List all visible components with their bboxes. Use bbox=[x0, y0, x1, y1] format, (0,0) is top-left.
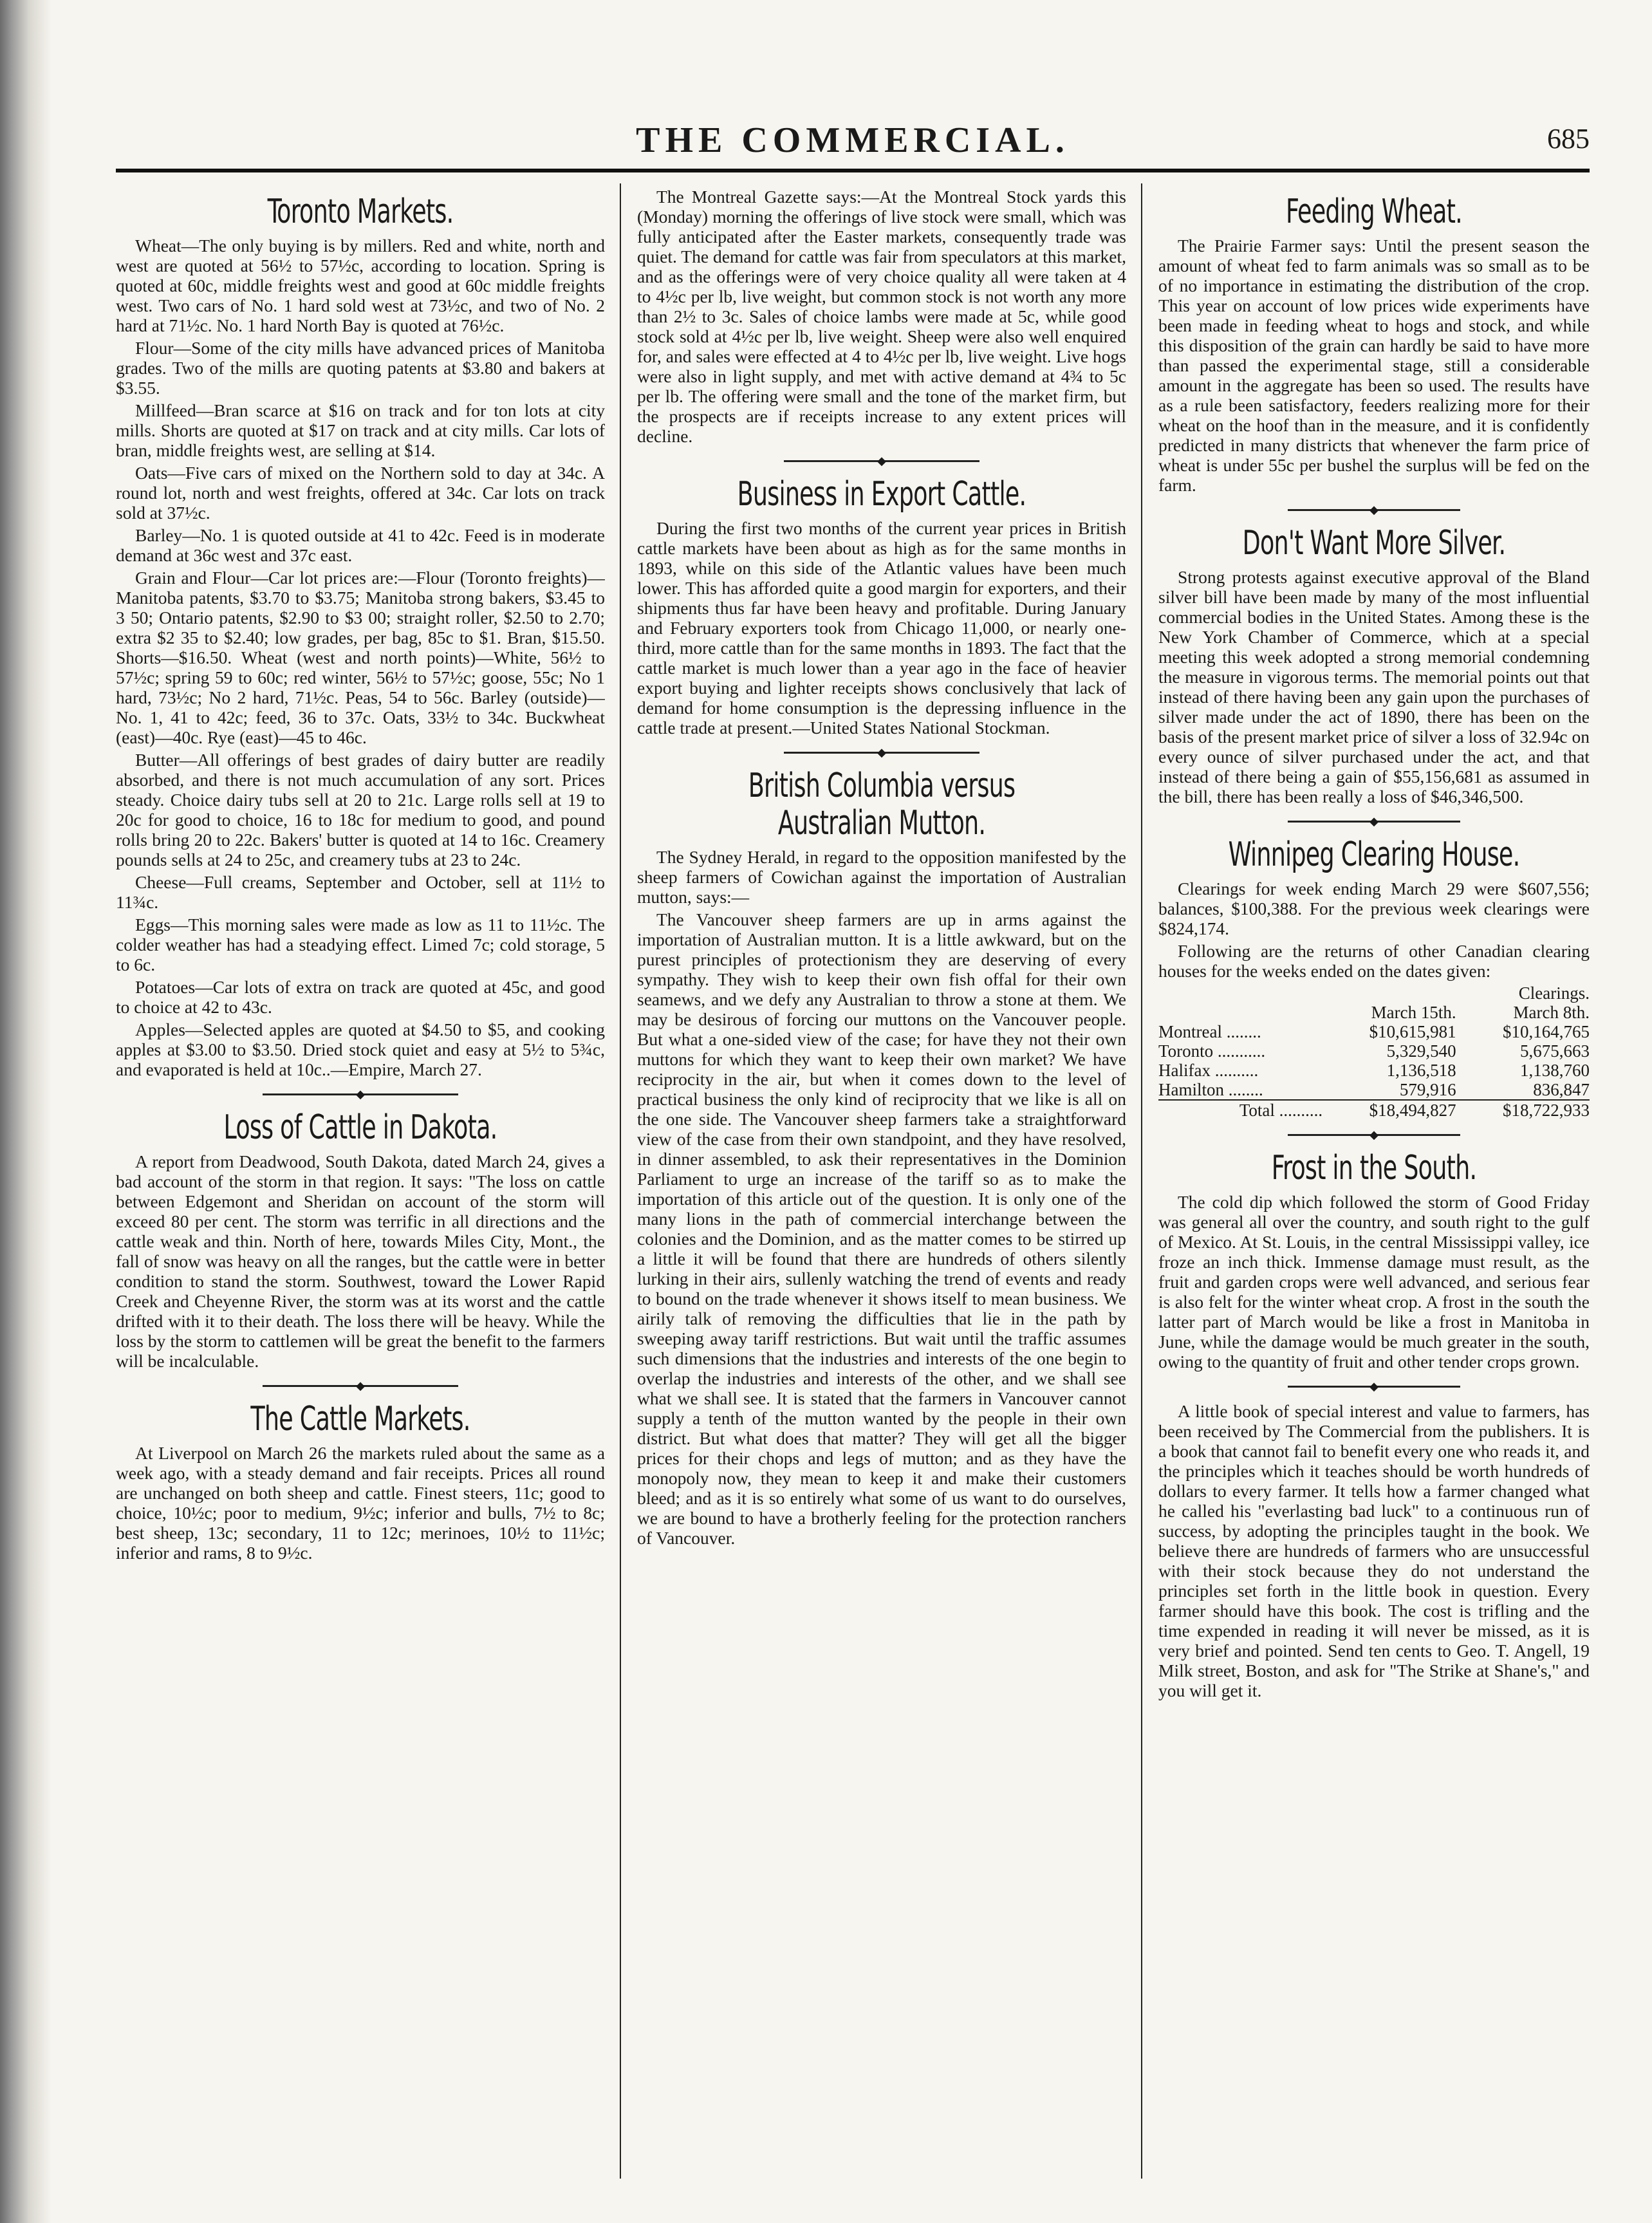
total-value: $18,494,827 bbox=[1323, 1100, 1456, 1120]
value-cell: 5,675,663 bbox=[1520, 1041, 1590, 1061]
section-separator bbox=[1158, 1126, 1590, 1143]
paragraph: At Liverpool on March 26 the markets ruled about the same as a week ago, with a steady demand and fair receipts. Prices all round are unchanged on both sheep and cattle. Finest steers, 11c; good to choice, 10½c; poor to medium, 9½c; inferior and bulls, 7½ to 8c; best sheep, 13c; secondary, 11 to 12c; merinoes, 10½ to 11½c; inferior and rams, 8 to 9½c. bbox=[116, 1443, 605, 1563]
paragraph: A report from Deadwood, South Dakota, dated March 24, gives a bad account of the storm in that region. It says: "The loss on cattle between Edgemont and Sheridan on account of the storm will exceed 80 per cent. The storm was terrific in all directions and the cattle weak and thin. North of here, towards Miles City, Mont., the fall of snow was heavy on all the ranges, but the cattle were in better condition to stand the storm. Southwest, toward the Lower Rapid Creek and Cheyenne River, the storm was at its worst and the cattle drifted with it to their death. The loss there will be heavy. While the loss by the storm to cattlemen will be great the benefit to the farmers will be incalculable. bbox=[116, 1151, 605, 1371]
article-title: Frost in the South. bbox=[1271, 1149, 1477, 1187]
paragraph: Following are the returns of other Canadian clearing houses for the weeks ended on the dates given: bbox=[1158, 941, 1590, 981]
table-row bbox=[1158, 1041, 1590, 1061]
column-header: March 15th. bbox=[1371, 1003, 1456, 1022]
total-label: Total .......... bbox=[1158, 1100, 1323, 1120]
column-1 bbox=[116, 187, 605, 2182]
paragraph: Cheese—Full creams, September and October, sell at 11½ to 11¾c. bbox=[116, 872, 605, 912]
article-title: Loss of Cattle in Dakota. bbox=[223, 1108, 497, 1147]
paragraph: Millfeed—Bran scarce at $16 on track and for ton lots at city mills. Shorts are quoted at $17 on track and at city mills. Car lots of bran, middle freights west, are selling at $14. bbox=[116, 400, 605, 460]
column-rule bbox=[1141, 183, 1142, 2179]
article-title: British Columbia versus Australian Mutton. bbox=[748, 767, 1016, 842]
masthead: THE COMMERCIAL. bbox=[636, 120, 1070, 160]
section-separator bbox=[637, 744, 1126, 761]
value-cell: 836,847 bbox=[1533, 1080, 1590, 1099]
value-cell: $10,615,981 bbox=[1369, 1022, 1456, 1041]
value-cell: 1,136,518 bbox=[1386, 1061, 1456, 1080]
value-cell: 1,138,760 bbox=[1520, 1061, 1590, 1080]
paragraph: The Montreal Gazette says:—At the Montreal Stock yards this (Monday) morning the offerings of live stock were small, which was fully anticipated after the Easter markets, consequently trade was quiet. The demand for cattle was fair from speculators at this market, and as the offerings were of very choice quality all were taken at 4 to 4½c per lb, live weight, but common stock is not worth any more than 2½ to 3c. Sales of choice lambs were made at 5c, while good stock sold at 4½c per lb, live weight. Sheep were also well enquired for, and sales were effected at 4 to 4½c per lb, live weight. Live hogs were also in light supply, and met with active demand at 4¾ to 5c per lb. The offering were small and the tone of the market firm, but the prospects are if receipts increase to any extent prices will decline. bbox=[637, 187, 1126, 446]
article-title: Winnipeg Clearing House. bbox=[1228, 835, 1520, 874]
total-value: $18,722,933 bbox=[1456, 1100, 1590, 1120]
paragraph: Apples—Selected apples are quoted at $4.50 to $5, and cooking apples at $3.00 to $3.50. Dried stock quiet and easy at 5½ to 5¾c, and evaporated is held at 10c..—Empire, March 27. bbox=[116, 1019, 605, 1079]
section-separator bbox=[1158, 813, 1590, 830]
paragraph: The Vancouver sheep farmers are up in arms against the importation of Australian mutton. It is a little awkward, but on the purest principles of protectionism they are deserving of every sympathy. They wish to keep their own fish offal for their own seamews, and we defy any Australian to throw a stone at them. We may be desirous of forcing our muttons on the Vancouver people. But what a one-sided view of the case; for have they not their own muttons for which they want to keep their own market? We have reciprocity in the air, but when it comes down to the level of practical business the only kind of reciprocity that we like is all on the one side. The Vancouver sheep farmers take a straightforward view of the case from their own standpoint, and they have resolved, in dinner assembled, to ask their representatives in the Dominion Parliament to urge an increase of the tariff so as to make the importation of this article out of the question. It is only one of the many lions in the path of commercial interchange between the colonies and the Dominion, and as the matter comes to be stirred up a little it will be found that there are hundreds of others silently lurking in their airs, sullenly watching the trend of events and ready to bound on the trade whenever it shows itself to mean business. We airily talk of removing the difficulties that lie in the path by sweeping away tariff restrictions. But wait until the traffic assumes such dimensions that the industries and interests of the one begin to overlap the industries and interests of the other, and we shall see what we shall see. It is stated that the farmers in Vancouver cannot supply a tenth of the mutton wanted by the people in their own district. But what does that matter? They will get all the bigger prices for their chops and legs of mutton; and as they have the monopoly now, they mean to keep it and make their customers bleed; and as it is so entirely what some of us want to do ourselves, we are bound to have a brotherly feeling for the protection ranchers of Vancouver. bbox=[637, 909, 1126, 1548]
paragraph: The Sydney Herald, in regard to the opposition manifested by the sheep farmers of Cowichan against the importation of Australian mutton, says:— bbox=[637, 847, 1126, 907]
table-caption: Clearings. bbox=[1518, 983, 1590, 1003]
table-total-row bbox=[1158, 1100, 1590, 1120]
paragraph: Oats—Five cars of mixed on the Northern sold to day at 34c. A round lot, north and west freights, offered at 34c. Car lots on track sold at 37½c. bbox=[116, 463, 605, 523]
paragraph: During the first two months of the current year prices in British cattle markets have been about as high as for the same months in 1893, while on this side of the Atlantic values have been much lower. This has afforded quite a good margin for exporters, and their shipments thus far have been heavy and profitable. During January and February exporters took from Chicago 11,000, or nearly one-third, more cattle than for the same months in 1893. The fact that the cattle market is much lower than a year ago in the face of heavier export buying and lighter receipts shows conclusively that lack of demand for home consumption is the depressing influence in the cattle trade at present.—United States National Stockman. bbox=[637, 518, 1126, 738]
paragraph: Wheat—The only buying is by millers. Red and white, north and west are quoted at 56½ to 57½c, according to location. Spring is quoted at 60c, middle freights west and good at 60c middle freights west. Two cars of No. 1 hard sold west at 73½c, and two of No. 2 hard at 71½c. No. 1 hard North Bay is quoted at 76½c. bbox=[116, 236, 605, 335]
page-binding-edge bbox=[0, 0, 51, 2223]
paragraph: Butter—All offerings of best grades of dairy butter are readily absorbed, and there is not much accumulation of any sort. Prices steady. Choice dairy tubs sell at 20 to 21c. Large rolls sell at 19 to 20c for good to choice, 16 to 18c for medium to good, and pound rolls bring 20 to 22c. Bakers' butter is quoted at 14 to 16c. Creamery pounds sells at 24 to 25c, and creamery tubs at 23 to 24c. bbox=[116, 750, 605, 870]
clearings-table bbox=[1158, 983, 1590, 1120]
paragraph: Barley—No. 1 is quoted outside at 41 to 42c. Feed is in moderate demand at 36c west and 37c east. bbox=[116, 525, 605, 565]
page-number: 685 bbox=[1547, 123, 1590, 154]
city-cell: Halifax .......... bbox=[1158, 1061, 1259, 1080]
table-header-row bbox=[1158, 983, 1590, 1003]
article-title: Toronto Markets. bbox=[267, 192, 454, 231]
column-2 bbox=[637, 187, 1126, 2182]
paragraph: Potatoes—Car lots of extra on track are quoted at 45c, and good to choice at 42 to 43c. bbox=[116, 977, 605, 1017]
section-separator bbox=[116, 1086, 605, 1102]
table-row bbox=[1158, 1080, 1590, 1100]
value-cell: 5,329,540 bbox=[1386, 1041, 1456, 1061]
paragraph: Flour—Some of the city mills have advanced prices of Manitoba grades. Two of the mills are quoting patents at $3.80 and bakers at $3.55. bbox=[116, 338, 605, 398]
column-header: March 8th. bbox=[1513, 1003, 1590, 1022]
article-title: The Cattle Markets. bbox=[250, 1400, 470, 1438]
page-header bbox=[116, 109, 1590, 167]
table-row bbox=[1158, 1061, 1590, 1080]
column-3 bbox=[1158, 187, 1590, 2182]
paragraph: A little book of special interest and value to farmers, has been received by The Commercial from the publishers. It is a book that cannot fail to benefit every one who reads it, and the principles which it teaches should be worth hundreds of dollars to every farmer. It tells how a farmer changed what he called his "everlasting bad luck" to a continuous run of success, by adopting the principles taught in the book. We believe there are hundreds of farmers who are unsuccessful with their stock because they do not understand the principles set forth in the little book in question. Every farmer should have this book. The cost is trifling and the time expended in reading it will never be missed, as it is very brief and pointed. Send ten cents to Geo. T. Angell, 19 Milk street, Boston, and ask for "The Strike at Shane's," and you will get it. bbox=[1158, 1401, 1590, 1700]
paragraph: The Prairie Farmer says: Until the present season the amount of wheat fed to farm animals was so small as to be of no importance in estimating the distribution of the crop. This year on account of low prices wide experiments have been made in feeding wheat to hogs and stock, and while this disposition of the grain can hardly be said to have more than passed the experimental stage, still a considerable amount in the aggregate has been so used. The results have as a rule been satisfactory, feeders realizing more for their wheat on the hoof than in the measure, and it is confidently predicted in many districts that whenever the farm price of wheat is under 55c per bushel the surplus will be fed on the farm. bbox=[1158, 236, 1590, 495]
article-title: Don't Want More Silver. bbox=[1242, 524, 1506, 563]
section-separator bbox=[1158, 501, 1590, 518]
header-rule bbox=[116, 169, 1590, 172]
paragraph: Strong protests against executive approval of the Bland silver bill have been made by many of the most influential commercial bodies in the United States. Among these is the New York Chamber of Commerce, which at a special meeting this week adopted a strong memorial condemning the measure in vigorous terms. The memorial points out that instead of there having been any gain upon the purchases of silver made under the act of 1890, there has been on the basis of the present market price of silver a loss of 32.94c on every ounce of silver purchased under the act, and that instead of there being a gain of $55,156,681 as assumed in the bill, there has been really a loss of $46,346,500. bbox=[1158, 567, 1590, 806]
column-rule bbox=[620, 183, 621, 2179]
paragraph: Eggs—This morning sales were made as low as 11 to 11½c. The colder weather has had a steadying effect. Limed 7c; cold storage, 5 to 6c. bbox=[116, 915, 605, 974]
article-title: Feeding Wheat. bbox=[1286, 192, 1462, 231]
value-cell: $10,164,765 bbox=[1503, 1022, 1590, 1041]
city-cell: Hamilton ........ bbox=[1158, 1080, 1263, 1099]
paragraph: Clearings for week ending March 29 were $607,556; balances, $100,388. For the previous week clearings were $824,174. bbox=[1158, 879, 1590, 938]
paragraph: Grain and Flour—Car lot prices are:—Flour (Toronto freights)—Manitoba patents, $3.70 to $3.75; Manitoba strong bakers, $3.45 to 3 50; Ontario patents, $2.90 to $3 00; straight roller, $2.50 to 2.70; extra $2 35 to $2.40; low grades, per bag, 85c to $1. Bran, $15.50. Shorts—$16.50. Wheat (west and north points)—White, 56½ to 57½c; spring 59 to 60c; red winter, 56½ to 57½c; goose, 55c; No 1 hard, 73½c; No 2 hard, 71½c. Peas, 54 to 56c. Barley (outside)—No. 1, 41 to 42c; feed, 36 to 37c. Oats, 33½ to 34c. Buckwheat (east)—40c. Rye (east)—45 to 46c. bbox=[116, 568, 605, 747]
city-cell: Montreal ........ bbox=[1158, 1022, 1261, 1041]
article-title: Business in Export Cattle. bbox=[737, 475, 1026, 514]
table-row bbox=[1158, 1022, 1590, 1041]
section-separator bbox=[637, 452, 1126, 469]
city-cell: Toronto ........... bbox=[1158, 1041, 1266, 1061]
article-body bbox=[116, 236, 605, 1079]
table-header-row bbox=[1158, 1003, 1590, 1022]
paragraph: The cold dip which followed the storm of Good Friday was general all over the country, and south right to the gulf of Mexico. At St. Louis, in the central Mississippi valley, ice froze an inch thick. Immense damage must result, as the fruit and garden crops were well advanced, and serious fear is also felt for the winter wheat crop. A frost in the south the latter part of March would be like a frost in Manitoba in June, while the damage would be much greater in the south, owing to the quantity of fruit and other tender crops grown. bbox=[1158, 1192, 1590, 1372]
section-separator bbox=[116, 1377, 605, 1394]
section-separator bbox=[1158, 1378, 1590, 1395]
value-cell: 579,916 bbox=[1399, 1080, 1456, 1099]
